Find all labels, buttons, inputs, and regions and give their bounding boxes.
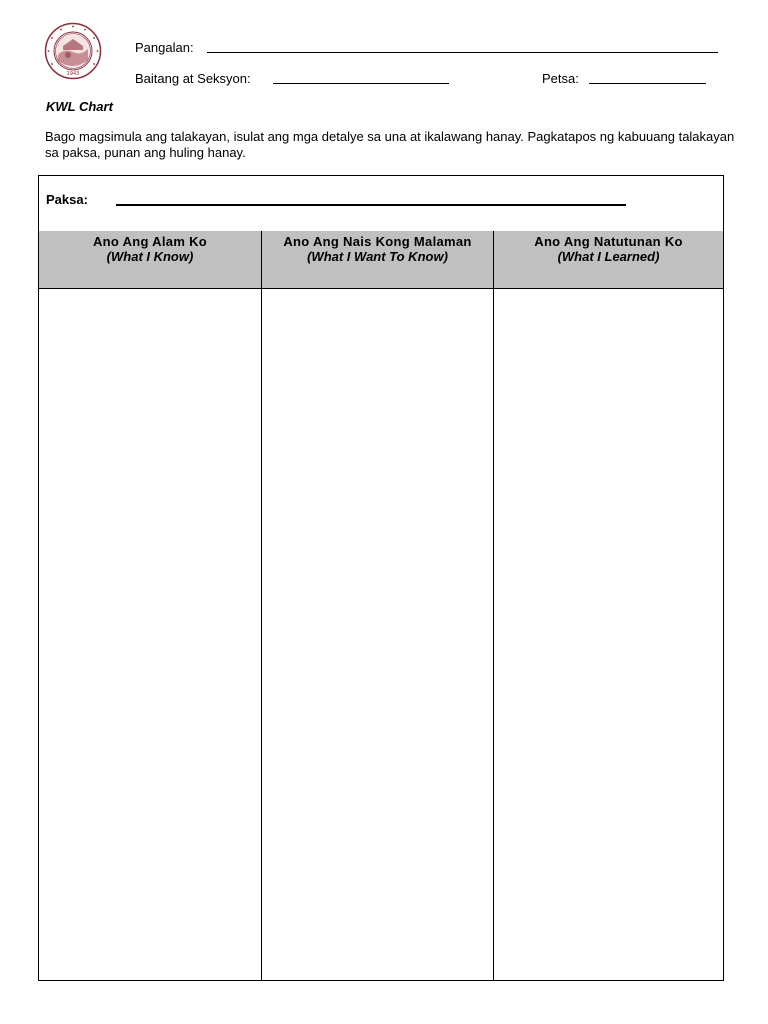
want-answer-cell[interactable] xyxy=(261,288,493,980)
grade-section-field[interactable] xyxy=(273,83,449,84)
grade-section-label: Baitang at Seksyon: xyxy=(135,71,251,86)
column-subtitle: (What I Want To Know) xyxy=(307,249,448,264)
instructions-text: Bago magsimula ang talakayan, isulat ang mga detalye sa una at ikalawang hanay. Pagkatapos ng kabuuang talakayan sa paksa, punan ang huling hanay. xyxy=(45,129,735,160)
column-header-want xyxy=(261,231,493,288)
date-field[interactable] xyxy=(589,83,706,84)
topic-field[interactable] xyxy=(116,204,626,206)
column-title: Ano Ang Nais Kong Malaman xyxy=(283,234,472,249)
column-title: Ano Ang Natutunan Ko xyxy=(534,234,683,249)
column-subtitle: (What I Know) xyxy=(106,249,194,264)
column-header-learned xyxy=(493,231,723,288)
topic-label: Paksa: xyxy=(46,192,88,207)
answer-row xyxy=(39,288,723,980)
name-label: Pangalan: xyxy=(135,40,194,55)
name-field[interactable] xyxy=(207,52,718,53)
school-seal-logo xyxy=(44,22,102,80)
column-subtitle: (What I Learned) xyxy=(557,249,660,264)
kwl-table xyxy=(38,175,724,981)
column-title: Ano Ang Alam Ko xyxy=(92,234,208,249)
column-header-row xyxy=(39,231,723,289)
seal-year: 1943 xyxy=(66,71,80,77)
column-header-know xyxy=(39,231,261,288)
date-label: Petsa: xyxy=(542,71,579,86)
learned-answer-cell[interactable] xyxy=(493,288,723,980)
know-answer-cell[interactable] xyxy=(39,288,261,980)
document-title: KWL Chart xyxy=(46,99,113,114)
topic-row xyxy=(39,176,723,232)
